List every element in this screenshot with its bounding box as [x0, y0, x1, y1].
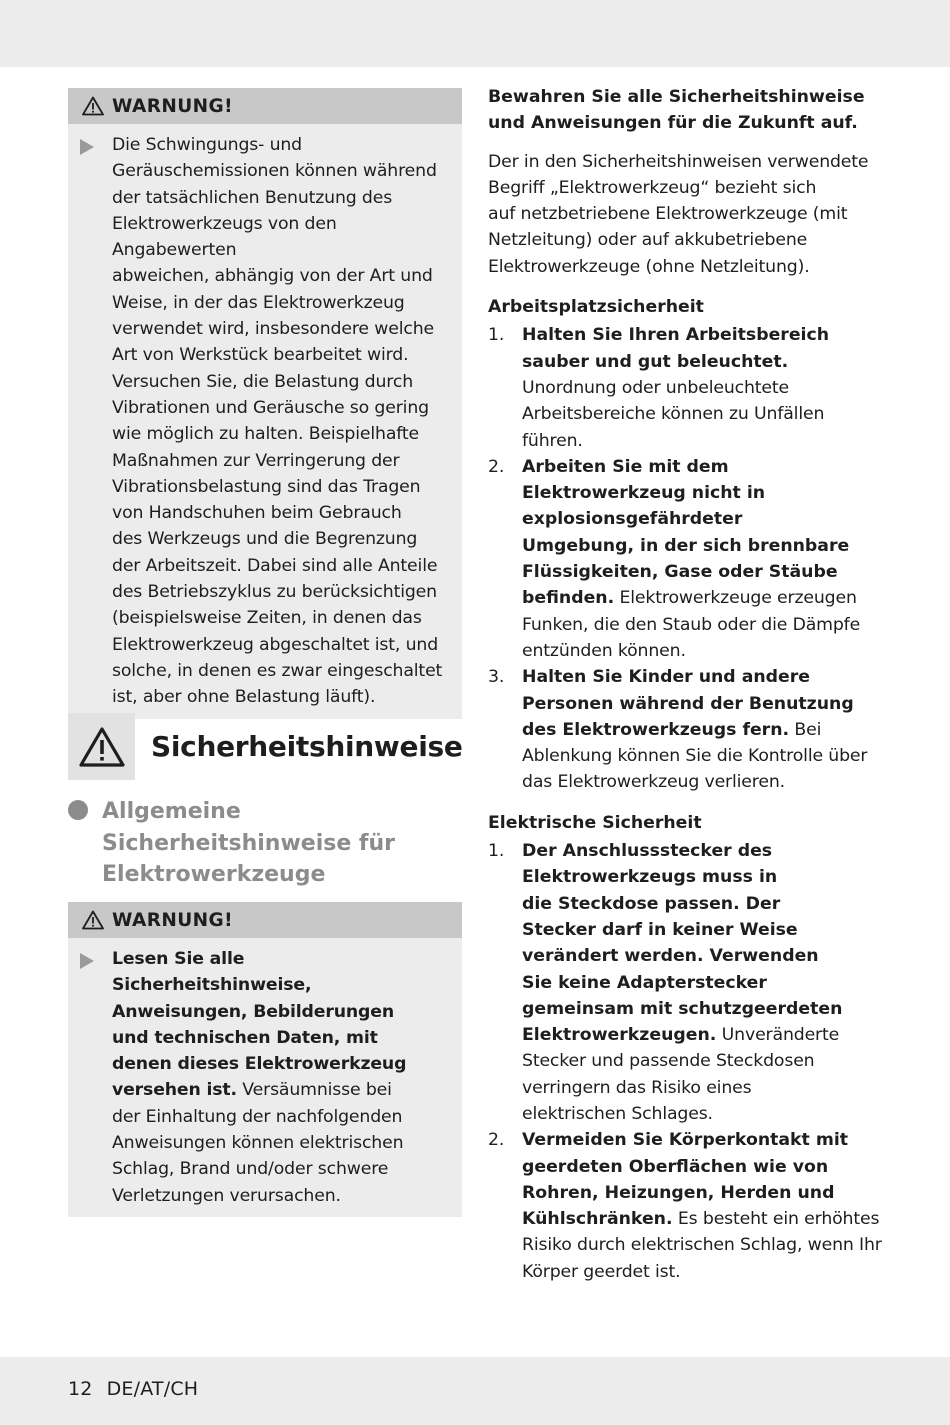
list-number: 2. [488, 456, 505, 477]
warning-triangle-icon [82, 910, 104, 930]
warning-box-vibration [68, 88, 462, 719]
list-bold: Halten Sie Kinder und andere Personen während der Benutzung des Elektrowerkzeugs fern. [522, 667, 854, 740]
list-bold: Vermeiden Sie Körperkontakt mit geerdeten Oberflächen wie von Rohren, Heizungen, Herden und Kühlschränken. [522, 1130, 849, 1230]
warning-triangle-icon [82, 96, 104, 116]
bullet-arrow-icon [80, 139, 94, 155]
footer [68, 1378, 198, 1400]
warning-body [68, 124, 462, 719]
language-code: DE/AT/CH [106, 1378, 199, 1400]
warning-text [112, 946, 454, 1209]
subheading [68, 796, 395, 891]
intro-text: Der in den Sicherheitshinweisen verwendete Begriff „Elektrowerkzeug“ bezieht sich auf netzbetriebene Elektrowerkzeuge (mit Netzleitung) oder auf akkubetriebene Elektrowerkzeuge (ohne Netzleitung). [488, 151, 869, 277]
warning-normal-text: Versäumnisse bei der Einhaltung der nachfolgenden Anweisungen können elektrischen Schlag, Brand und/oder schwere Verletzungen verursachen. [112, 1080, 404, 1206]
warning-text: Die Schwingungs- und Geräuschemissionen können während der tatsächlichen Benutzung des Elektrowerkzeugs von den Angabewerten abweichen, abhängig von der Art und Weise, in der das Elektrowerkzeug verwendet wird, insbesondere welche Art von Werkstück bearbeitet wird. Versuchen Sie, die Belastung durch Vibrationen und Geräusche so gering wie möglich zu halten. Beispielhafte Maßnahmen zur Verringerung der Vibrationsbelastung sind das Tragen von Handschuhen beim Gebrauch des Werkzeugs und die Begrenzung der Arbeitszeit. Dabei sind alle Anteile des Betriebszyklus zu berücksichtigen (beispielsweise Zeiten, in denen das Elektrowerkzeug abgeschaltet ist, und solche, in denen es zwar eingeschaltet ist, aber ohne Belastung läuft). [112, 135, 443, 708]
list-normal: Bei Ablenkung können Sie die Kontrolle über das Elektrowerkzeug verlieren. [522, 719, 868, 793]
lead-text: Bewahren Sie alle Sicherheitshinweise und Anweisungen für die Zukunft auf. [488, 87, 865, 134]
warning-label: WARNUNG! [112, 909, 233, 931]
warning-header [68, 902, 462, 938]
list-text [522, 838, 842, 1127]
list-bold: Der Anschlussstecker des Elektrowerkzeugs muss in die Steckdose passen. Der Stecker darf in keiner Weise verändert werden. Verwenden Sie keine Adapterstecker gemeinsam mit schutzgeerdeten Elektrowerkzeugen. [522, 841, 843, 1046]
header-band [0, 0, 950, 67]
list-normal: Unveränderte Stecker und passende Steckdosen verringern das Risiko eines elektrischen Schlages. [522, 1025, 840, 1124]
list-number: 1. [488, 841, 505, 862]
list-number: 2. [488, 1130, 505, 1151]
electrical-list [488, 838, 888, 1285]
list-normal: Unordnung oder unbeleuchtete Arbeitsbereiche können zu Unfällen führen. [522, 377, 825, 451]
page-title: Sicherheitshinweise [151, 730, 463, 763]
workplace-heading: Arbeitsplatzsicherheit [488, 297, 704, 318]
list-normal: Elektrowerkzeuge erzeugen Funken, die den Staub oder die Dämpfe entzünden können. [522, 588, 861, 661]
warning-triangle-icon [78, 726, 126, 768]
list-normal: Es besteht ein erhöhtes Risiko durch elektrischen Schlag, wenn Ihr Körper geerdet ist. [522, 1209, 882, 1282]
warning-header [68, 88, 462, 124]
section-title [68, 713, 463, 780]
list-number: 3. [488, 667, 505, 688]
page-number: 12 [68, 1378, 93, 1400]
list-bold: Arbeiten Sie mit dem Elektrowerkzeug nicht in explosionsgefährdeter Umgebung, in der sich brennbare Flüssigkeiten, Gase oder Stäube befinden. [522, 456, 850, 609]
list-number: 1. [488, 325, 505, 346]
list-text [522, 322, 888, 453]
warning-box-read-instructions [68, 902, 462, 1217]
list-text [522, 1127, 882, 1285]
subheading-text: Allgemeine Sicherheitshinweise für Elektrowerkzeuge [102, 799, 396, 887]
list-text [522, 454, 860, 664]
warning-body [68, 938, 462, 1217]
list-item [488, 454, 888, 664]
list-bold: Halten Sie Ihren Arbeitsbereich sauber und gut beleuchtet. [522, 325, 830, 372]
warning-label: WARNUNG! [112, 95, 233, 117]
list-item [488, 1127, 888, 1285]
electrical-heading: Elektrische Sicherheit [488, 812, 702, 833]
list-item [488, 838, 888, 1127]
section-warning-icon-box [68, 713, 135, 780]
list-item [488, 322, 888, 453]
right-column [488, 84, 888, 1285]
warning-bold-text: Lesen Sie alle Sicherheitshinweise, Anweisungen, Bebilderungen und technischen Daten, mit denen dieses Elektrowerkzeug versehen ist. [112, 949, 407, 1101]
workplace-list [488, 322, 888, 795]
bullet-dot-icon [68, 800, 88, 820]
list-text [522, 664, 867, 795]
bullet-arrow-icon [80, 953, 94, 969]
list-item [488, 664, 888, 795]
